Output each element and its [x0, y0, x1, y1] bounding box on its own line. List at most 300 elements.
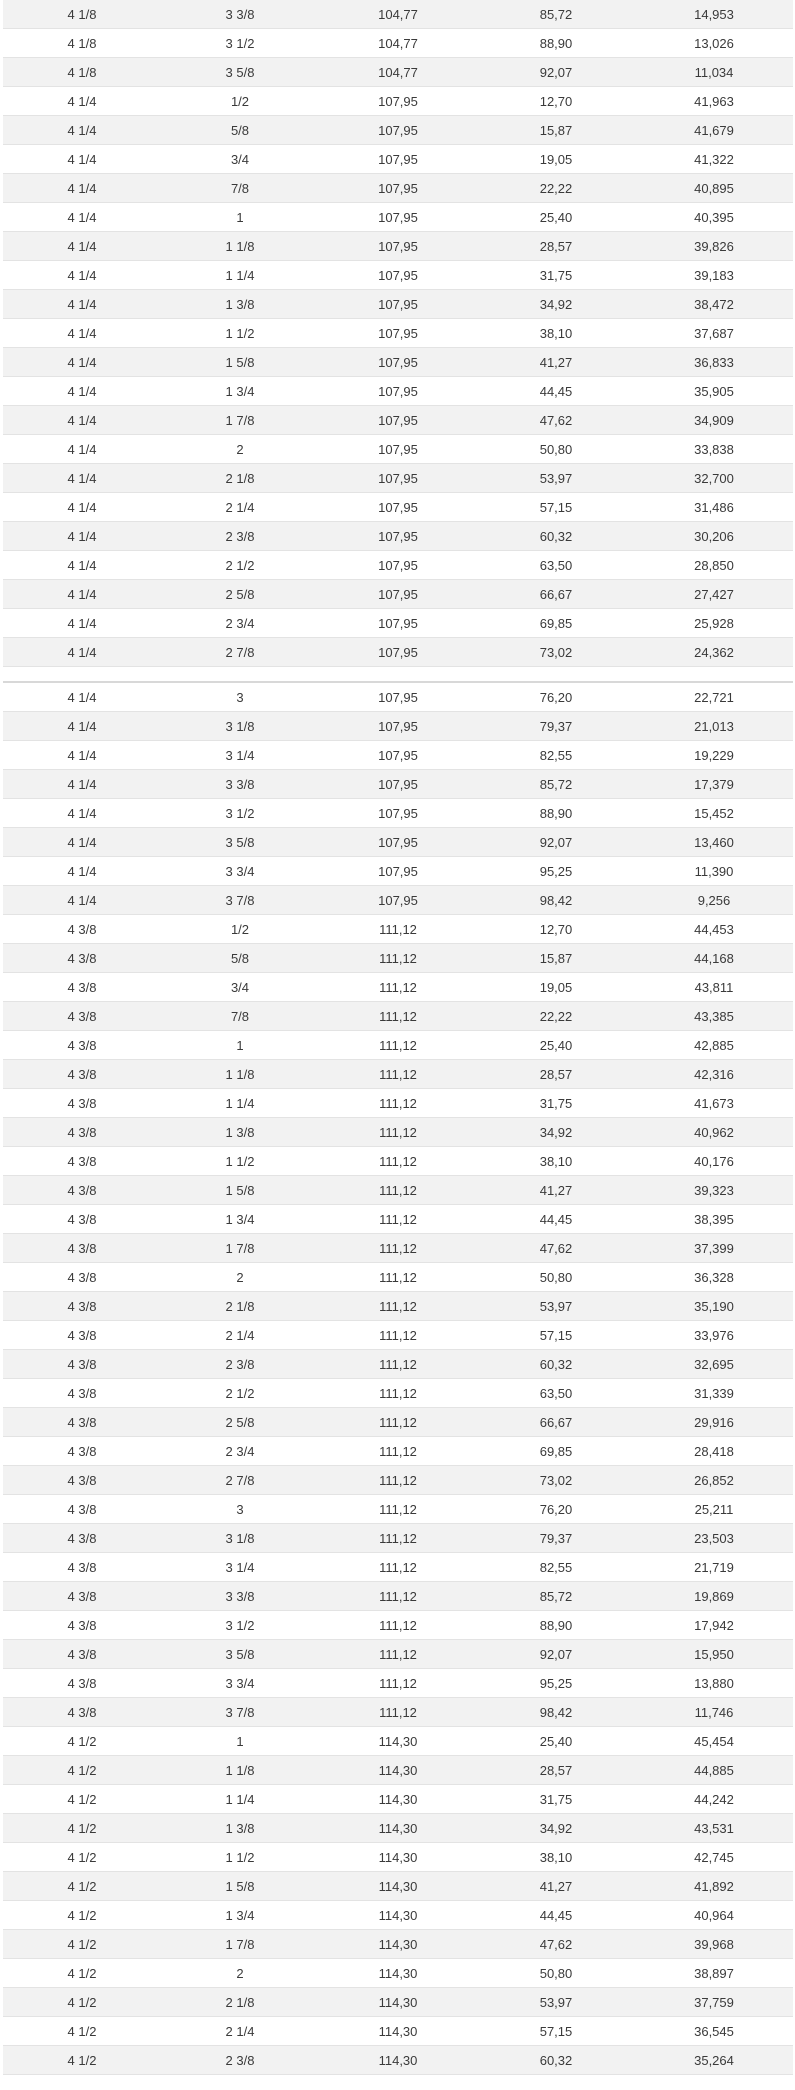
table-cell-col4: 66,67 [477, 1408, 635, 1437]
table-cell-col1: 4 1/4 [3, 464, 161, 493]
table-cell-col2: 1 1/4 [161, 261, 319, 290]
table-cell-col1: 4 1/4 [3, 580, 161, 609]
table-cell-col1: 4 1/4 [3, 799, 161, 828]
table-cell-col3: 104,77 [319, 58, 477, 87]
table-cell-col2: 1 7/8 [161, 1234, 319, 1263]
table-cell-col1: 4 1/4 [3, 174, 161, 203]
table-cell-col4: 22,22 [477, 1002, 635, 1031]
table-cell-col1: 4 1/4 [3, 261, 161, 290]
table-cell-col1: 4 1/2 [3, 1930, 161, 1959]
table-cell-col4: 28,57 [477, 232, 635, 261]
table-cell-col1: 4 3/8 [3, 1176, 161, 1205]
table-cell-col5: 43,531 [635, 1814, 793, 1843]
table-cell-col1: 4 3/8 [3, 1060, 161, 1089]
table-cell-col1: 4 1/2 [3, 1988, 161, 2017]
table-cell-col5: 25,211 [635, 1495, 793, 1524]
table-cell-col5: 13,460 [635, 828, 793, 857]
table-cell-col3: 107,95 [319, 712, 477, 741]
table-row [3, 1234, 793, 1263]
table-cell-col4: 44,45 [477, 1205, 635, 1234]
table-cell-col3: 104,77 [319, 0, 477, 29]
table-cell-col5: 31,486 [635, 493, 793, 522]
table-cell-col2: 3 1/2 [161, 799, 319, 828]
table-cell-col5: 13,026 [635, 29, 793, 58]
table-cell-col1: 4 1/4 [3, 682, 161, 712]
table-cell-col1: 4 3/8 [3, 1234, 161, 1263]
table-cell-col1: 4 1/4 [3, 203, 161, 232]
table-cell-col3: 107,95 [319, 290, 477, 319]
table-cell-col5: 28,418 [635, 1437, 793, 1466]
table-cell-col4: 28,57 [477, 1060, 635, 1089]
table-cell-col3: 107,95 [319, 464, 477, 493]
table-cell-col2: 1 1/8 [161, 1060, 319, 1089]
table-cell-col2: 3 [161, 682, 319, 712]
table-row [3, 580, 793, 609]
table-cell-col1: 4 1/2 [3, 1814, 161, 1843]
table-row [3, 319, 793, 348]
table-cell-col3: 107,95 [319, 261, 477, 290]
table-cell-col2: 3 7/8 [161, 886, 319, 915]
table-cell-col1: 4 1/8 [3, 58, 161, 87]
table-cell-col1: 4 1/2 [3, 1756, 161, 1785]
table-cell-col4: 79,37 [477, 1524, 635, 1553]
table-cell-col3: 114,30 [319, 1843, 477, 1872]
table-cell-col3: 111,12 [319, 944, 477, 973]
table-cell-col5: 36,545 [635, 2017, 793, 2046]
table-cell-col2: 1 3/4 [161, 377, 319, 406]
table-row [3, 2046, 793, 2075]
table-cell-col1: 4 3/8 [3, 1437, 161, 1466]
table-cell-col2: 2 1/2 [161, 1379, 319, 1408]
table-cell-col2: 1 1/4 [161, 1785, 319, 1814]
table-cell-col3: 107,95 [319, 580, 477, 609]
table-cell-col3: 111,12 [319, 1698, 477, 1727]
table-cell-col1: 4 3/8 [3, 944, 161, 973]
table-cell-col5: 44,168 [635, 944, 793, 973]
table-row [3, 522, 793, 551]
table-cell-col2: 1 1/2 [161, 319, 319, 348]
table-cell-col4: 12,70 [477, 87, 635, 116]
table-cell-col2: 2 1/4 [161, 2017, 319, 2046]
table-cell-col1: 4 3/8 [3, 915, 161, 944]
table-cell-col2: 2 1/2 [161, 551, 319, 580]
table-cell-col2: 2 1/8 [161, 464, 319, 493]
table-cell-col4: 31,75 [477, 261, 635, 290]
table-cell-col5: 39,968 [635, 1930, 793, 1959]
table-cell-col5: 40,895 [635, 174, 793, 203]
table-cell-col1: 4 3/8 [3, 1669, 161, 1698]
table-cell-col2: 2 3/4 [161, 1437, 319, 1466]
table-cell-col3: 104,77 [319, 29, 477, 58]
table-cell-col4: 92,07 [477, 1640, 635, 1669]
table-cell-col1: 4 3/8 [3, 1321, 161, 1350]
table-cell-col4: 19,05 [477, 973, 635, 1002]
table-cell-col2: 2 7/8 [161, 638, 319, 667]
table-row [3, 348, 793, 377]
table-cell-col1: 4 1/4 [3, 406, 161, 435]
table-cell-col2: 5/8 [161, 116, 319, 145]
table-cell-col5: 24,362 [635, 638, 793, 667]
table-cell-col3: 114,30 [319, 1814, 477, 1843]
table-cell-col3: 111,12 [319, 1205, 477, 1234]
table-cell-col1: 4 1/2 [3, 2017, 161, 2046]
table-cell-col5: 36,328 [635, 1263, 793, 1292]
table-cell-col4: 12,70 [477, 915, 635, 944]
table-cell-col5: 41,892 [635, 1872, 793, 1901]
table-row [3, 1727, 793, 1756]
table-cell-col2: 2 3/8 [161, 1350, 319, 1379]
table-cell-col1: 4 3/8 [3, 1263, 161, 1292]
table-cell-col1: 4 1/4 [3, 857, 161, 886]
table-cell-col3: 111,12 [319, 1379, 477, 1408]
table-cell-col3: 111,12 [319, 1495, 477, 1524]
table-cell-col2: 1 5/8 [161, 1176, 319, 1205]
table-cell-col5: 27,427 [635, 580, 793, 609]
table-cell-col2: 7/8 [161, 174, 319, 203]
table-row [3, 58, 793, 87]
table-cell-col1: 4 1/4 [3, 232, 161, 261]
table-cell-col4: 15,87 [477, 116, 635, 145]
table-cell-col2: 2 3/8 [161, 2046, 319, 2075]
table-row [3, 1930, 793, 1959]
table-cell-col3: 111,12 [319, 1002, 477, 1031]
table-row [3, 1321, 793, 1350]
table-cell-col5: 38,472 [635, 290, 793, 319]
table-cell-col3: 114,30 [319, 1727, 477, 1756]
table-cell-col3: 111,12 [319, 1292, 477, 1321]
table-cell-col3: 111,12 [319, 1640, 477, 1669]
table-cell-col4: 76,20 [477, 1495, 635, 1524]
table-cell-col1: 4 1/4 [3, 435, 161, 464]
table-cell-col1: 4 3/8 [3, 1408, 161, 1437]
table-cell-col3: 111,12 [319, 1060, 477, 1089]
table-cell-col3: 107,95 [319, 319, 477, 348]
table-cell-col4: 34,92 [477, 1118, 635, 1147]
table-cell-col4: 34,92 [477, 1814, 635, 1843]
table-cell-col2: 2 3/8 [161, 522, 319, 551]
table-cell-col5: 44,885 [635, 1756, 793, 1785]
table-row [3, 551, 793, 580]
table-cell-col4: 60,32 [477, 2046, 635, 2075]
table-cell-col4: 44,45 [477, 377, 635, 406]
table-row [3, 2017, 793, 2046]
table-cell-col3: 114,30 [319, 1756, 477, 1785]
table-cell-col2: 3 1/2 [161, 29, 319, 58]
table-cell-col3: 107,95 [319, 232, 477, 261]
table-cell-col3: 114,30 [319, 1930, 477, 1959]
table-cell-col1: 4 1/2 [3, 1727, 161, 1756]
table-cell-col3: 107,95 [319, 406, 477, 435]
table-cell-col4: 88,90 [477, 1611, 635, 1640]
table-cell-col4: 98,42 [477, 886, 635, 915]
table-cell-col2: 1 3/4 [161, 1901, 319, 1930]
table-row [3, 915, 793, 944]
table-body-part1 [3, 0, 793, 667]
table-cell-col5: 11,390 [635, 857, 793, 886]
table-row [3, 1118, 793, 1147]
table-cell-col2: 3 1/2 [161, 1611, 319, 1640]
table-cell-col3: 107,95 [319, 551, 477, 580]
data-table-part1 [3, 0, 793, 667]
table-row [3, 203, 793, 232]
table-cell-col3: 107,95 [319, 116, 477, 145]
table-cell-col4: 73,02 [477, 638, 635, 667]
table-row [3, 1408, 793, 1437]
table-row [3, 828, 793, 857]
table-cell-col4: 69,85 [477, 609, 635, 638]
table-cell-col4: 95,25 [477, 857, 635, 886]
table-cell-col5: 40,176 [635, 1147, 793, 1176]
table-cell-col5: 32,695 [635, 1350, 793, 1379]
table-cell-col3: 107,95 [319, 348, 477, 377]
table-cell-col3: 107,95 [319, 145, 477, 174]
table-cell-col3: 114,30 [319, 1959, 477, 1988]
table-row [3, 1814, 793, 1843]
table-cell-col3: 107,95 [319, 770, 477, 799]
table-cell-col5: 43,811 [635, 973, 793, 1002]
table-row [3, 1437, 793, 1466]
table-cell-col5: 42,316 [635, 1060, 793, 1089]
table-cell-col1: 4 3/8 [3, 1524, 161, 1553]
table-cell-col2: 1 1/4 [161, 1089, 319, 1118]
table-cell-col1: 4 3/8 [3, 1350, 161, 1379]
table-row [3, 1756, 793, 1785]
table-cell-col1: 4 3/8 [3, 1495, 161, 1524]
table-cell-col3: 107,95 [319, 493, 477, 522]
table-cell-col1: 4 3/8 [3, 1640, 161, 1669]
table-row [3, 857, 793, 886]
table-cell-col5: 19,869 [635, 1582, 793, 1611]
table-cell-col3: 107,95 [319, 799, 477, 828]
table-cell-col4: 60,32 [477, 1350, 635, 1379]
table-cell-col3: 111,12 [319, 1582, 477, 1611]
table-cell-col1: 4 3/8 [3, 1147, 161, 1176]
table-cell-col2: 3 3/8 [161, 1582, 319, 1611]
table-cell-col3: 111,12 [319, 1524, 477, 1553]
table-cell-col4: 82,55 [477, 741, 635, 770]
table-cell-col2: 2 1/4 [161, 493, 319, 522]
table-cell-col1: 4 3/8 [3, 1582, 161, 1611]
table-cell-col3: 111,12 [319, 1176, 477, 1205]
table-cell-col4: 53,97 [477, 1988, 635, 2017]
table-cell-col4: 44,45 [477, 1901, 635, 1930]
table-cell-col5: 35,264 [635, 2046, 793, 2075]
table-cell-col5: 45,454 [635, 1727, 793, 1756]
table-cell-col4: 47,62 [477, 1234, 635, 1263]
table-cell-col4: 15,87 [477, 944, 635, 973]
table-cell-col5: 39,183 [635, 261, 793, 290]
table-cell-col1: 4 1/4 [3, 319, 161, 348]
table-cell-col2: 3/4 [161, 973, 319, 1002]
table-row [3, 1901, 793, 1930]
table-cell-col2: 1 7/8 [161, 1930, 319, 1959]
table-cell-col4: 63,50 [477, 1379, 635, 1408]
table-cell-col4: 31,75 [477, 1785, 635, 1814]
table-cell-col1: 4 3/8 [3, 1553, 161, 1582]
table-cell-col4: 50,80 [477, 1959, 635, 1988]
table-cell-col5: 11,746 [635, 1698, 793, 1727]
table-cell-col5: 9,256 [635, 886, 793, 915]
table-cell-col3: 111,12 [319, 1321, 477, 1350]
table-cell-col5: 21,719 [635, 1553, 793, 1582]
table-row [3, 1031, 793, 1060]
table-cell-col3: 107,95 [319, 857, 477, 886]
table-cell-col1: 4 3/8 [3, 973, 161, 1002]
table-row [3, 493, 793, 522]
table-row [3, 1785, 793, 1814]
table-cell-col1: 4 1/4 [3, 609, 161, 638]
table-cell-col3: 107,95 [319, 682, 477, 712]
table-cell-col1: 4 1/2 [3, 1901, 161, 1930]
table-cell-col5: 26,852 [635, 1466, 793, 1495]
table-cell-col1: 4 1/4 [3, 886, 161, 915]
table-cell-col3: 114,30 [319, 1988, 477, 2017]
table-cell-col4: 85,72 [477, 1582, 635, 1611]
table-cell-col2: 1/2 [161, 87, 319, 116]
table-cell-col1: 4 1/2 [3, 1785, 161, 1814]
table-cell-col3: 111,12 [319, 1553, 477, 1582]
table-row [3, 1205, 793, 1234]
table-cell-col4: 25,40 [477, 203, 635, 232]
table-cell-col4: 98,42 [477, 1698, 635, 1727]
table-cell-col2: 1 [161, 203, 319, 232]
table-cell-col1: 4 3/8 [3, 1292, 161, 1321]
table-cell-col3: 114,30 [319, 2017, 477, 2046]
table-row [3, 944, 793, 973]
table-cell-col4: 73,02 [477, 1466, 635, 1495]
table-cell-col3: 107,95 [319, 435, 477, 464]
table-cell-col2: 2 [161, 1263, 319, 1292]
table-cell-col3: 107,95 [319, 828, 477, 857]
table-cell-col4: 22,22 [477, 174, 635, 203]
table-row [3, 1959, 793, 1988]
table-cell-col4: 50,80 [477, 435, 635, 464]
table-cell-col1: 4 1/4 [3, 770, 161, 799]
table-cell-col4: 47,62 [477, 406, 635, 435]
table-body-part2 [3, 682, 793, 2075]
table-cell-col1: 4 1/4 [3, 638, 161, 667]
table-row [3, 464, 793, 493]
table-cell-col3: 114,30 [319, 2046, 477, 2075]
table-cell-col5: 23,503 [635, 1524, 793, 1553]
table-row [3, 29, 793, 58]
table-row [3, 377, 793, 406]
table-cell-col5: 37,399 [635, 1234, 793, 1263]
table-cell-col2: 3 1/8 [161, 1524, 319, 1553]
table-cell-col5: 25,928 [635, 609, 793, 638]
table-row [3, 973, 793, 1002]
table-cell-col5: 40,962 [635, 1118, 793, 1147]
table-cell-col2: 1 1/2 [161, 1843, 319, 1872]
table-cell-col1: 4 1/8 [3, 29, 161, 58]
table-cell-col2: 2 [161, 1959, 319, 1988]
table-cell-col4: 38,10 [477, 319, 635, 348]
table-cell-col5: 29,916 [635, 1408, 793, 1437]
table-cell-col5: 44,242 [635, 1785, 793, 1814]
table-cell-col5: 22,721 [635, 682, 793, 712]
table-row [3, 1379, 793, 1408]
table-cell-col2: 2 5/8 [161, 1408, 319, 1437]
table-cell-col4: 88,90 [477, 29, 635, 58]
table-cell-col5: 41,322 [635, 145, 793, 174]
table-cell-col5: 38,395 [635, 1205, 793, 1234]
table-cell-col4: 85,72 [477, 770, 635, 799]
table-cell-col5: 38,897 [635, 1959, 793, 1988]
table-cell-col4: 82,55 [477, 1553, 635, 1582]
table-cell-col2: 2 3/4 [161, 609, 319, 638]
table-cell-col2: 7/8 [161, 1002, 319, 1031]
table-cell-col1: 4 1/4 [3, 145, 161, 174]
table-cell-col3: 111,12 [319, 1031, 477, 1060]
table-cell-col2: 1 5/8 [161, 1872, 319, 1901]
table-row [3, 741, 793, 770]
table-cell-col5: 41,679 [635, 116, 793, 145]
table-cell-col4: 28,57 [477, 1756, 635, 1785]
table-cell-col5: 35,190 [635, 1292, 793, 1321]
table-cell-col2: 2 1/4 [161, 1321, 319, 1350]
table-cell-col4: 92,07 [477, 828, 635, 857]
table-cell-col1: 4 1/8 [3, 0, 161, 29]
table-cell-col5: 15,950 [635, 1640, 793, 1669]
table-cell-col5: 41,673 [635, 1089, 793, 1118]
table-cell-col2: 1 [161, 1031, 319, 1060]
table-cell-col1: 4 3/8 [3, 1466, 161, 1495]
table-cell-col3: 111,12 [319, 1437, 477, 1466]
table-cell-col1: 4 3/8 [3, 1205, 161, 1234]
table-cell-col2: 3 1/8 [161, 712, 319, 741]
table-cell-col4: 85,72 [477, 0, 635, 29]
table-cell-col2: 3 1/4 [161, 1553, 319, 1582]
table-cell-col1: 4 1/2 [3, 1959, 161, 1988]
table-row [3, 609, 793, 638]
table-cell-col1: 4 3/8 [3, 1698, 161, 1727]
table-cell-col5: 11,034 [635, 58, 793, 87]
table-cell-col1: 4 3/8 [3, 1118, 161, 1147]
table-cell-col3: 111,12 [319, 1408, 477, 1437]
table-cell-col4: 47,62 [477, 1930, 635, 1959]
table-cell-col2: 1 7/8 [161, 406, 319, 435]
table-cell-col5: 42,885 [635, 1031, 793, 1060]
table-cell-col5: 17,379 [635, 770, 793, 799]
table-row [3, 261, 793, 290]
table-cell-col1: 4 3/8 [3, 1611, 161, 1640]
table-cell-col4: 34,92 [477, 290, 635, 319]
table-cell-col3: 111,12 [319, 915, 477, 944]
table-row [3, 770, 793, 799]
table-cell-col5: 34,909 [635, 406, 793, 435]
table-cell-col2: 2 [161, 435, 319, 464]
table-cell-col1: 4 1/4 [3, 87, 161, 116]
table-cell-col4: 92,07 [477, 58, 635, 87]
table-cell-col4: 63,50 [477, 551, 635, 580]
table-row [3, 1611, 793, 1640]
table-cell-col4: 38,10 [477, 1147, 635, 1176]
table-cell-col2: 3 3/8 [161, 770, 319, 799]
table-cell-col5: 33,976 [635, 1321, 793, 1350]
table-row [3, 638, 793, 667]
table-cell-col5: 31,339 [635, 1379, 793, 1408]
table-cell-col2: 1/2 [161, 915, 319, 944]
table-cell-col5: 32,700 [635, 464, 793, 493]
table-cell-col4: 41,27 [477, 1176, 635, 1205]
table-row [3, 1089, 793, 1118]
table-cell-col2: 3 [161, 1495, 319, 1524]
table-cell-col2: 2 1/8 [161, 1988, 319, 2017]
table-row [3, 682, 793, 712]
table-cell-col3: 107,95 [319, 174, 477, 203]
table-cell-col4: 41,27 [477, 1872, 635, 1901]
table-cell-col3: 107,95 [319, 87, 477, 116]
